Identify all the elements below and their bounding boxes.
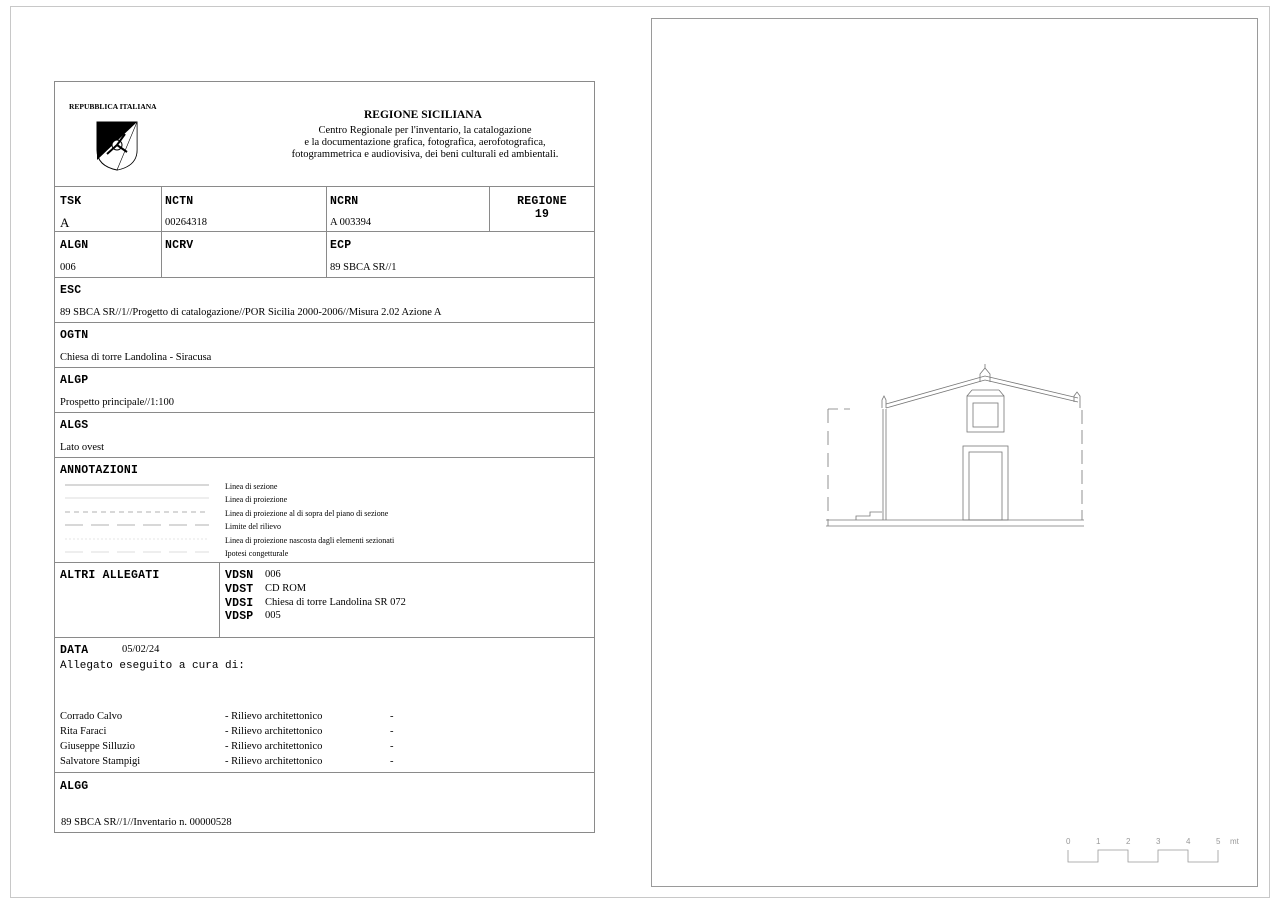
regione-label: REGIONE <box>517 195 567 208</box>
vdsp-value: 005 <box>265 610 281 621</box>
eseguito-text: Allegato eseguito a cura di: <box>60 660 245 672</box>
nctn-value: 00264318 <box>165 217 207 228</box>
region-title: REGIONE SICILIANA <box>364 109 482 121</box>
algg-label: ALGG <box>60 780 89 793</box>
person-role-1: - Rilievo architettonico <box>225 711 323 722</box>
legend-item-1: Linea di sezione <box>225 482 278 491</box>
algs-label: ALGS <box>60 419 89 432</box>
person-role-3: - Rilievo architettonico <box>225 741 323 752</box>
legend-item-3: Linea di proiezione al di sopra del piano di sezione <box>225 509 389 518</box>
scale-tick-5: 5 <box>1216 837 1221 846</box>
person-name-4: Salvatore Stampigi <box>60 756 141 767</box>
person-name-1: Corrado Calvo <box>60 711 123 722</box>
algn-label: ALGN <box>60 239 89 252</box>
data-value: 05/02/24 <box>122 644 160 655</box>
trinacria-shield-icon <box>95 120 139 172</box>
legend-item-5: Linea di proiezione nascosta dagli elementi sezionati <box>225 536 395 545</box>
esc-value: 89 SBCA SR//1//Progetto di catalogazione//POR Sicilia 2000-2006//Misura 2.02 Azione A <box>60 307 442 318</box>
esc-label: ESC <box>60 284 82 297</box>
subtitle-line-1: Centro Regionale per l'inventario, la catalogazione <box>318 125 532 136</box>
algg-value: 89 SBCA SR//1//Inventario n. 00000528 <box>61 817 232 828</box>
algp-label: ALGP <box>60 374 89 387</box>
vdst-key: VDST <box>225 583 254 596</box>
vdsp-key: VDSP <box>225 610 254 623</box>
person-dash-4: - <box>390 756 394 767</box>
line-legend-samples <box>65 480 210 558</box>
legend-item-4: Limite del rilievo <box>225 522 281 531</box>
ncrn-label: NCRN <box>330 195 359 208</box>
algs-value: Lato ovest <box>60 442 105 453</box>
regione-value: 19 <box>534 208 550 221</box>
person-name-3: Giuseppe Silluzio <box>60 741 135 752</box>
person-role-2: - Rilievo architettonico <box>225 726 323 737</box>
scale-unit: mt <box>1230 837 1239 846</box>
person-role-4: - Rilievo architettonico <box>225 756 323 767</box>
vdsn-value: 006 <box>265 569 281 580</box>
allegati-label: ALTRI ALLEGATI <box>60 569 160 582</box>
scale-bar <box>1066 848 1224 864</box>
subtitle-line-2: e la documentazione grafica, fotografica, aerofotografica, <box>304 137 546 148</box>
scale-tick-4: 4 <box>1186 837 1191 846</box>
scale-tick-3: 3 <box>1156 837 1161 846</box>
annotazioni-label: ANNOTAZIONI <box>60 464 139 477</box>
legend-item-6: Ipotesi congetturale <box>225 549 289 558</box>
church-facade-drawing <box>820 360 1090 535</box>
republic-label: REPUBBLICA ITALIANA <box>69 102 157 111</box>
nctn-label: NCTN <box>165 195 194 208</box>
subtitle-line-3: fotogrammetrica e audiovisiva, dei beni culturali ed ambientali. <box>291 149 559 160</box>
vdst-value: CD ROM <box>265 583 307 594</box>
vdsn-key: VDSN <box>225 569 254 582</box>
vdsi-value: Chiesa di torre Landolina SR 072 <box>265 597 406 608</box>
data-label: DATA <box>60 644 89 657</box>
ecp-value: 89 SBCA SR//1 <box>330 262 397 273</box>
ogtn-value: Chiesa di torre Landolina - Siracusa <box>60 352 212 363</box>
scale-tick-1: 1 <box>1096 837 1101 846</box>
tsk-value: A <box>60 215 70 230</box>
catalog-card <box>54 81 595 833</box>
person-dash-3: - <box>390 741 394 752</box>
legend-item-2: Linea di proiezione <box>225 495 288 504</box>
ogtn-label: OGTN <box>60 329 89 342</box>
ncrv-label: NCRV <box>165 239 194 252</box>
person-name-2: Rita Faraci <box>60 726 107 737</box>
person-dash-1: - <box>390 711 394 722</box>
tsk-label: TSK <box>60 195 82 208</box>
algn-value: 006 <box>60 262 76 273</box>
scale-tick-0: 0 <box>1066 837 1071 846</box>
scale-tick-2: 2 <box>1126 837 1131 846</box>
vdsi-key: VDSI <box>225 597 254 610</box>
ecp-label: ECP <box>330 239 352 252</box>
algp-value: Prospetto principale//1:100 <box>60 397 175 408</box>
person-dash-2: - <box>390 726 394 737</box>
ncrn-value: A 003394 <box>330 217 372 228</box>
